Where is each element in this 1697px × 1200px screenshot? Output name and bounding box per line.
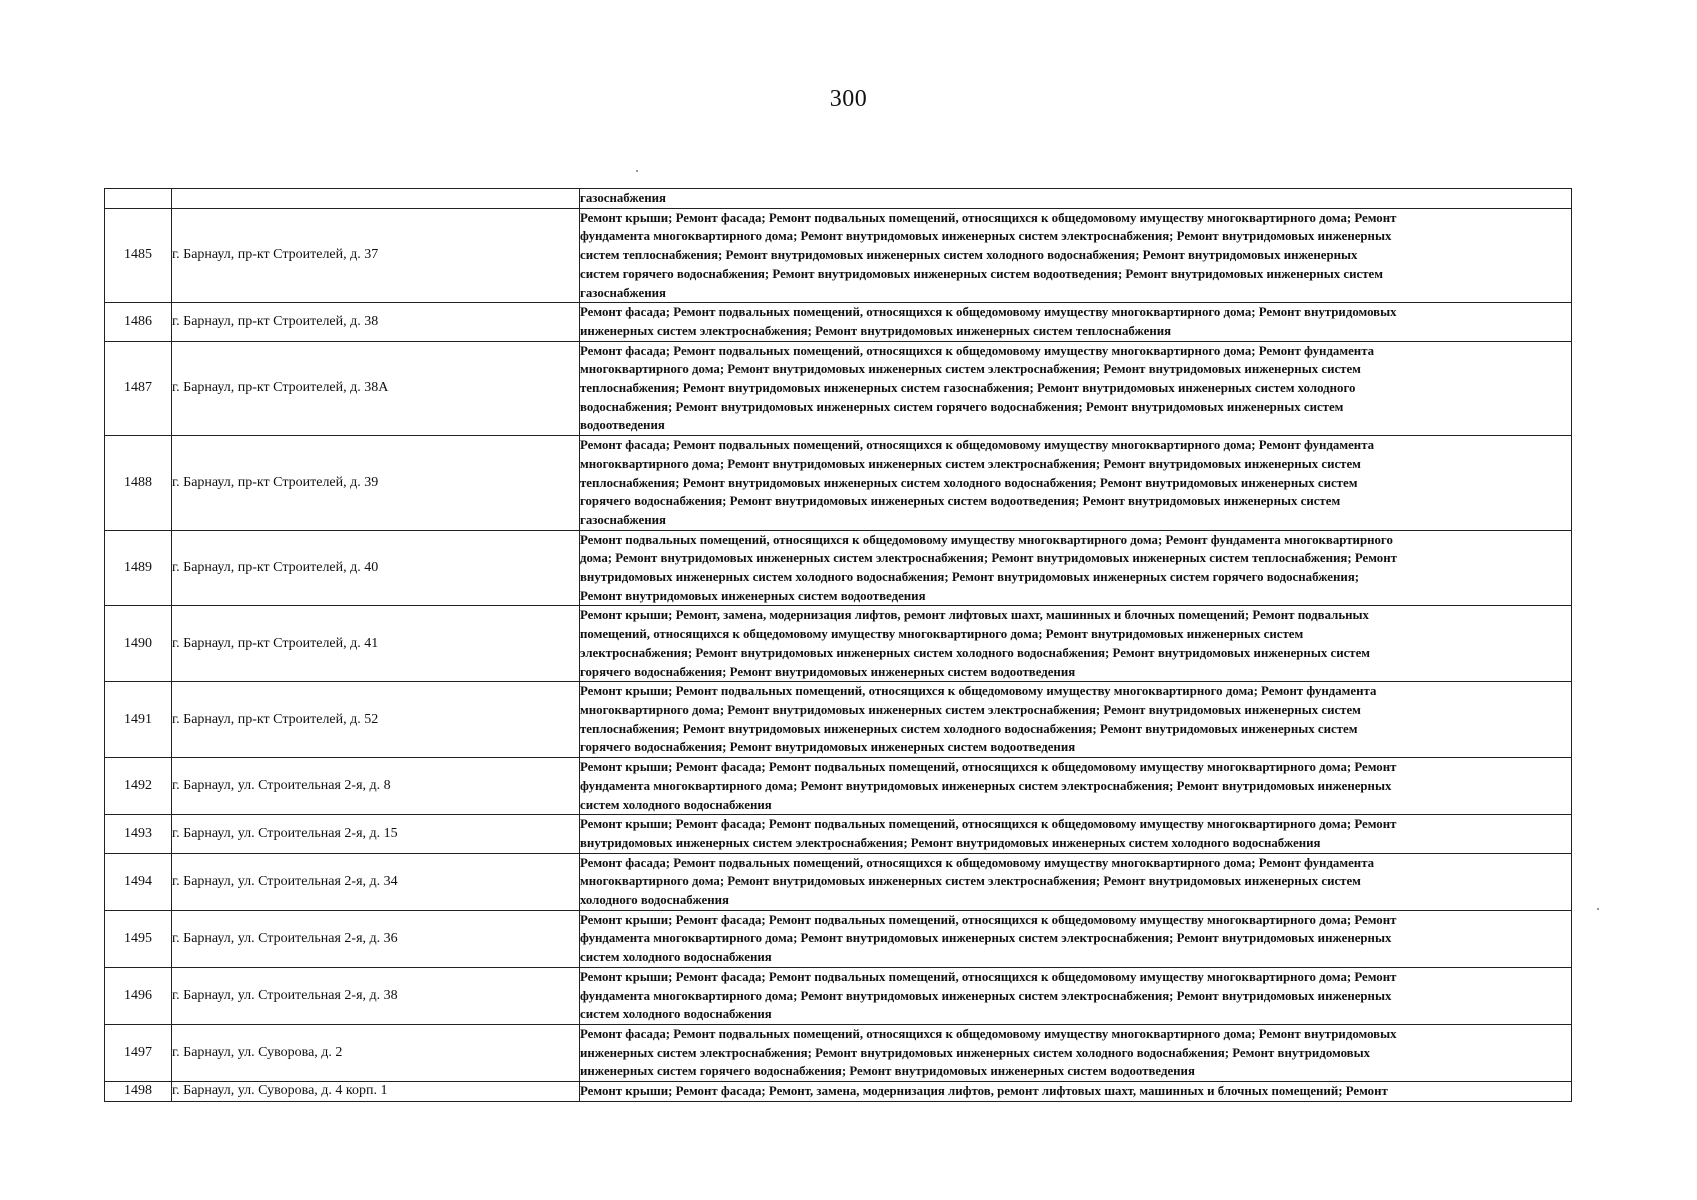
row-number-cell: 1495 <box>105 910 172 967</box>
repair-works-cell <box>580 682 1572 758</box>
repair-works-cell <box>580 208 1572 303</box>
repair-works-line: водоотведения <box>580 418 665 433</box>
row-number-cell: 1493 <box>105 815 172 853</box>
table-row <box>105 967 1572 1024</box>
address-cell: г. Барнаул, пр-кт Строителей, д. 40 <box>172 530 580 606</box>
repair-works-line: инженерных систем электроснабжения; Ремонт внутридомовых инженерных систем теплоснабжения <box>580 323 1172 338</box>
repair-works-line: многоквартирного дома; Ремонт внутридомовых инженерных систем электроснабжения; Ремонт внутридомовых инженерных систем <box>580 456 1361 471</box>
repair-works-cell <box>580 436 1572 531</box>
address-cell: г. Барнаул, ул. Строительная 2-я, д. 38 <box>172 967 580 1024</box>
repair-works-cell <box>580 758 1572 815</box>
repair-works-line: фундамента многоквартирного дома; Ремонт внутридомовых инженерных систем электроснабжения; Ремонт внутридомовых инженерных <box>580 778 1392 793</box>
repair-works-cell <box>580 189 1572 209</box>
row-number-cell: 1489 <box>105 530 172 606</box>
repair-works-line: Ремонт крыши; Ремонт фасада; Ремонт подвальных помещений, относящихся к общедомовому имуществу многоквартирного дома; Ремонт <box>580 210 1397 225</box>
repair-works-line: Ремонт крыши; Ремонт фасада; Ремонт подвальных помещений, относящихся к общедомовому имуществу многоквартирного дома; Ремонт <box>580 912 1397 927</box>
repair-works-line: Ремонт подвальных помещений, относящихся к общедомовому имуществу многоквартирного дома; Ремонт фундамента многоквартирного <box>580 532 1393 547</box>
address-cell: г. Барнаул, пр-кт Строителей, д. 41 <box>172 606 580 682</box>
address-cell <box>172 189 580 209</box>
table-row <box>105 208 1572 303</box>
repair-works-line: Ремонт фасада; Ремонт подвальных помещений, относящихся к общедомовому имуществу многоквартирного дома; Ремонт фундамента <box>580 343 1375 358</box>
repair-works-cell <box>580 815 1572 853</box>
address-cell: г. Барнаул, пр-кт Строителей, д. 37 <box>172 208 580 303</box>
repair-works-line: водоснабжения; Ремонт внутридомовых инженерных систем горячего водоснабжения; Ремонт внутридомовых инженерных систем <box>580 399 1344 414</box>
address-cell: г. Барнаул, пр-кт Строителей, д. 38А <box>172 341 580 436</box>
page-number: 300 <box>829 86 868 112</box>
row-number-cell: 1485 <box>105 208 172 303</box>
row-number-cell: 1497 <box>105 1024 172 1081</box>
table-row <box>105 606 1572 682</box>
repair-works-line: фундамента многоквартирного дома; Ремонт внутридомовых инженерных систем электроснабжения; Ремонт внутридомовых инженерных <box>580 229 1392 244</box>
row-number-cell: 1498 <box>105 1082 172 1102</box>
repair-works-line: фундамента многоквартирного дома; Ремонт внутридомовых инженерных систем электроснабжения; Ремонт внутридомовых инженерных <box>580 988 1392 1003</box>
repair-works-line: помещений, относящихся к общедомовому имуществу многоквартирного дома; Ремонт внутридомовых инженерных систем <box>580 627 1304 642</box>
address-cell: г. Барнаул, ул. Строительная 2-я, д. 8 <box>172 758 580 815</box>
repair-works-line: Ремонт крыши; Ремонт фасада; Ремонт подвальных помещений, относящихся к общедомовому имуществу многоквартирного дома; Ремонт <box>580 969 1397 984</box>
repair-works-line: систем холодного водоснабжения <box>580 797 772 812</box>
address-cell: г. Барнаул, ул. Строительная 2-я, д. 36 <box>172 910 580 967</box>
repair-works-line: Ремонт крыши; Ремонт фасада; Ремонт подвальных помещений, относящихся к общедомовому имуществу многоквартирного дома; Ремонт <box>580 817 1397 832</box>
repair-works-cell <box>580 1024 1572 1081</box>
repair-works-line: Ремонт внутридомовых инженерных систем водоотведения <box>580 588 926 603</box>
repair-works-cell <box>580 910 1572 967</box>
repair-works-line: дома; Ремонт внутридомовых инженерных систем электроснабжения; Ремонт внутридомовых инженерных систем теплоснабжения; Ремонт <box>580 551 1397 566</box>
repair-works-line: электроснабжения; Ремонт внутридомовых инженерных систем холодного водоснабжения; Ремонт внутридомовых инженерных систем <box>580 645 1371 660</box>
repair-works-line: холодного водоснабжения <box>580 893 729 908</box>
row-number-cell: 1492 <box>105 758 172 815</box>
repair-works-line: инженерных систем электроснабжения; Ремонт внутридомовых инженерных систем холодного водоснабжения; Ремонт внутридомовых <box>580 1045 1371 1060</box>
repair-works-line: систем холодного водоснабжения <box>580 1007 772 1022</box>
repair-works-line: систем холодного водоснабжения <box>580 950 772 965</box>
repair-works-line: газоснабжения <box>580 191 666 205</box>
repair-works-cell <box>580 853 1572 910</box>
address-cell: г. Барнаул, пр-кт Строителей, д. 52 <box>172 682 580 758</box>
row-number-cell: 1496 <box>105 967 172 1024</box>
table-row <box>105 436 1572 531</box>
table-row <box>105 910 1572 967</box>
row-number-cell <box>105 189 172 209</box>
address-cell: г. Барнаул, ул. Строительная 2-я, д. 34 <box>172 853 580 910</box>
address-cell: г. Барнаул, ул. Строительная 2-я, д. 15 <box>172 815 580 853</box>
repair-works-line: внутридомовых инженерных систем холодного водоснабжения; Ремонт внутридомовых инженерных систем горячего водоснабжения; <box>580 570 1360 585</box>
repair-works-line: теплоснабжения; Ремонт внутридомовых инженерных систем холодного водоснабжения; Ремонт внутридомовых инженерных систем <box>580 721 1358 736</box>
address-cell: г. Барнаул, пр-кт Строителей, д. 39 <box>172 436 580 531</box>
address-cell: г. Барнаул, пр-кт Строителей, д. 38 <box>172 303 580 341</box>
row-number-cell: 1490 <box>105 606 172 682</box>
row-number-cell: 1491 <box>105 682 172 758</box>
table-row <box>105 303 1572 341</box>
repair-works-line: Ремонт крыши; Ремонт подвальных помещений, относящихся к общедомовому имуществу многоквартирного дома; Ремонт фундамента <box>580 684 1377 699</box>
table-row <box>105 530 1572 606</box>
row-number-cell: 1488 <box>105 436 172 531</box>
repair-works-line: Ремонт фасада; Ремонт подвальных помещений, относящихся к общедомовому имуществу многоквартирного дома; Ремонт фундамента <box>580 438 1375 453</box>
address-cell: г. Барнаул, ул. Суворова, д. 2 <box>172 1024 580 1081</box>
repair-works-line: Ремонт фасада; Ремонт подвальных помещений, относящихся к общедомовому имуществу многоквартирного дома; Ремонт фундамента <box>580 855 1375 870</box>
repair-works-cell <box>580 967 1572 1024</box>
repair-works-line: газоснабжения <box>580 285 666 300</box>
repair-works-line: многоквартирного дома; Ремонт внутридомовых инженерных систем электроснабжения; Ремонт внутридомовых инженерных систем <box>580 874 1361 889</box>
repair-works-line: горячего водоснабжения; Ремонт внутридомовых инженерных систем водоотведения <box>580 664 1076 679</box>
repair-works-cell <box>580 1082 1572 1102</box>
repair-works-line: горячего водоснабжения; Ремонт внутридомовых инженерных систем водоотведения; Ремонт внутридомовых инженерных систем <box>580 494 1341 509</box>
address-cell: г. Барнаул, ул. Суворова, д. 4 корп. 1 <box>172 1082 580 1102</box>
repair-registry-table <box>104 188 1572 1102</box>
table-row <box>105 682 1572 758</box>
scan-speck <box>1597 908 1599 910</box>
registry-body <box>105 189 1572 1102</box>
repair-works-line: Ремонт крыши; Ремонт фасада; Ремонт, замена, модернизация лифтов, ремонт лифтовых шахт, машинных и блочных помещений; Ремонт <box>580 1084 1388 1099</box>
scan-speck <box>636 170 638 172</box>
row-number-cell: 1487 <box>105 341 172 436</box>
repair-works-line: многоквартирного дома; Ремонт внутридомовых инженерных систем электроснабжения; Ремонт внутридомовых инженерных систем <box>580 702 1361 717</box>
repair-works-line: систем горячего водоснабжения; Ремонт внутридомовых инженерных систем водоотведения; Ремонт внутридомовых инженерных систем <box>580 266 1383 281</box>
repair-works-line: горячего водоснабжения; Ремонт внутридомовых инженерных систем водоотведения <box>580 740 1076 755</box>
repair-works-line: Ремонт крыши; Ремонт фасада; Ремонт подвальных помещений, относящихся к общедомовому имуществу многоквартирного дома; Ремонт <box>580 760 1397 775</box>
table-row <box>105 341 1572 436</box>
table-row <box>105 1082 1572 1102</box>
repair-works-line: инженерных систем горячего водоснабжения; Ремонт внутридомовых инженерных систем водоотведения <box>580 1064 1195 1079</box>
repair-works-line: Ремонт фасада; Ремонт подвальных помещений, относящихся к общедомовому имуществу многоквартирного дома; Ремонт внутридомовых <box>580 305 1397 320</box>
repair-works-line: систем теплоснабжения; Ремонт внутридомовых инженерных систем холодного водоснабжения; Ремонт внутридомовых инженерных <box>580 248 1358 263</box>
repair-works-line: теплоснабжения; Ремонт внутридомовых инженерных систем газоснабжения; Ремонт внутридомовых инженерных систем холодного <box>580 381 1356 396</box>
repair-works-cell <box>580 303 1572 341</box>
repair-works-line: газоснабжения <box>580 512 666 527</box>
row-number-cell: 1486 <box>105 303 172 341</box>
repair-works-line: внутридомовых инженерных систем электроснабжения; Ремонт внутридомовых инженерных систем холодного водоснабжения <box>580 835 1321 850</box>
table-row <box>105 815 1572 853</box>
table-row <box>105 853 1572 910</box>
repair-works-cell <box>580 530 1572 606</box>
repair-works-line: теплоснабжения; Ремонт внутридомовых инженерных систем холодного водоснабжения; Ремонт внутридомовых инженерных систем <box>580 475 1358 490</box>
repair-works-line: Ремонт крыши; Ремонт, замена, модернизация лифтов, ремонт лифтовых шахт, машинных и блочных помещений; Ремонт подвальных <box>580 608 1369 623</box>
table-row <box>105 758 1572 815</box>
repair-works-line: фундамента многоквартирного дома; Ремонт внутридомовых инженерных систем электроснабжения; Ремонт внутридомовых инженерных <box>580 931 1392 946</box>
repair-works-line: многоквартирного дома; Ремонт внутридомовых инженерных систем электроснабжения; Ремонт внутридомовых инженерных систем <box>580 362 1361 377</box>
table-row <box>105 189 1572 209</box>
repair-works-line: Ремонт фасада; Ремонт подвальных помещений, относящихся к общедомовому имуществу многоквартирного дома; Ремонт внутридомовых <box>580 1026 1397 1041</box>
repair-works-cell <box>580 341 1572 436</box>
repair-works-cell <box>580 606 1572 682</box>
row-number-cell: 1494 <box>105 853 172 910</box>
table-row <box>105 1024 1572 1081</box>
